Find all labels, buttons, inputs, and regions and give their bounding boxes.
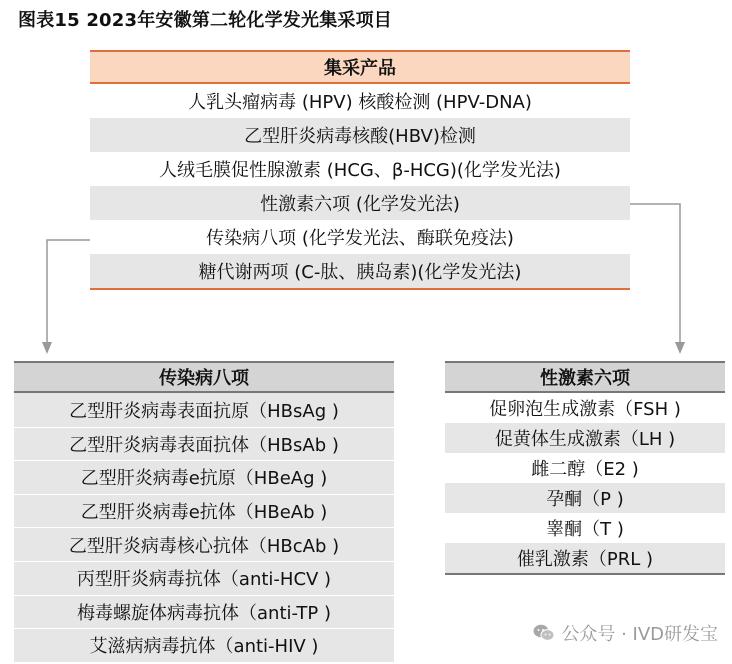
table-row: 人绒毛膜促性腺激素 (HCG、β-HCG)(化学发光法)	[90, 152, 630, 186]
table-row: 梅毒螺旋体病毒抗体（anti-TP )	[14, 595, 394, 629]
table-row: 性激素六项 (化学发光法)	[90, 186, 630, 220]
table-header: 性激素六项	[445, 361, 725, 393]
table-row: 乙型肝炎病毒e抗原（HBeAg )	[14, 460, 394, 494]
table-row: 乙型肝炎病毒表面抗体（HBsAb )	[14, 427, 394, 461]
table-row: 传染病八项 (化学发光法、酶联免疫法)	[90, 220, 630, 254]
table-row: 乙型肝炎病毒核心抗体（HBcAb )	[14, 527, 394, 561]
table-row: 乙型肝炎病毒表面抗原（HBsAg )	[14, 393, 394, 427]
connector-left	[47, 240, 90, 348]
table-header: 传染病八项	[14, 361, 394, 393]
table-row: 乙型肝炎病毒核酸(HBV)检测	[90, 118, 630, 152]
table-row: 促黄体生成激素（LH )	[445, 423, 725, 453]
arrowhead-right	[675, 342, 685, 354]
table-bottom-rule	[445, 573, 725, 575]
arrowhead-left	[42, 342, 52, 354]
table-header: 集采产品	[90, 50, 630, 84]
table-row: 糖代谢两项 (C-肽、胰岛素)(化学发光法)	[90, 254, 630, 288]
connector-right	[630, 204, 680, 348]
table-row: 睾酮（T )	[445, 513, 725, 543]
table-row: 雌二醇（E2 )	[445, 453, 725, 483]
watermark	[533, 620, 718, 646]
table-row: 乙型肝炎病毒e抗体（HBeAb )	[14, 494, 394, 528]
table-row: 促卵泡生成激素（FSH )	[445, 393, 725, 423]
wechat-icon	[533, 624, 555, 642]
infectious-disease-eight-items-table	[14, 361, 394, 662]
sex-hormone-six-items-table	[445, 361, 725, 575]
table-row: 丙型肝炎病毒抗体（anti-HCV )	[14, 561, 394, 595]
table-row: 人乳头瘤病毒 (HPV) 核酸检测 (HPV-DNA)	[90, 84, 630, 118]
figure-title: 图表15 2023年安徽第二轮化学发光集采项目	[18, 10, 393, 31]
table-row: 艾滋病病毒抗体（anti-HIV )	[14, 628, 394, 662]
watermark-text: 公众号 · IVD研发宝	[561, 624, 718, 645]
table-row: 孕酮（P )	[445, 483, 725, 513]
table-row: 催乳激素（PRL )	[445, 543, 725, 573]
